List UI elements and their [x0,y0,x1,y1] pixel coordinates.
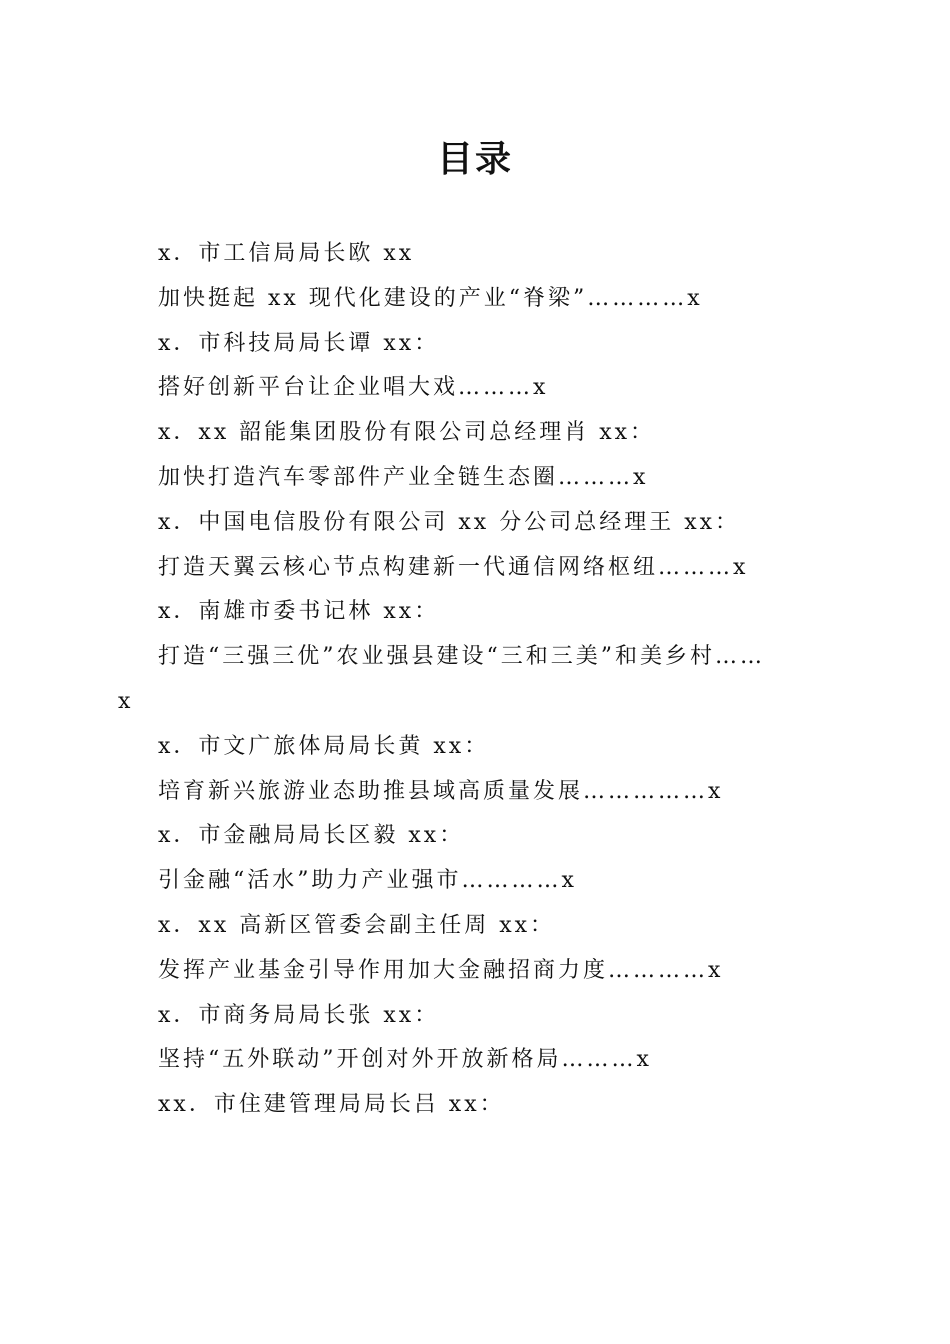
toc-entry-speaker: x．市商务局局长张 xx： [158,1002,440,1028]
toc-entry-topic[interactable]: 培育新兴旅游业态助推县域高质量发展……………x [158,778,724,804]
toc-entry-speaker: x．中国电信股份有限公司 xx 分公司总经理王 xx： [158,509,741,535]
toc-entry-speaker: x．xx 高新区管委会副主任周 xx： [158,912,556,938]
toc-entry-topic[interactable]: 引金融“活水”助力产业强市…………x [158,868,577,894]
toc-entry-topic[interactable]: 发挥产业基金引导作用加大金融招商力度…………x [158,957,724,983]
toc-entry-speaker: x．南雄市委书记林 xx： [158,599,440,625]
toc-entry-topic[interactable]: 搭好创新平台让企业唱大戏………x [158,375,549,401]
toc-entry-topic[interactable]: 打造天翼云核心节点构建新一代通信网络枢纽………x [158,554,749,580]
toc-entry-topic[interactable]: 加快打造汽车零部件产业全链生态圈………x [158,464,649,490]
toc-entry-topic[interactable]: 坚持“五外联动”开创对外开放新格局………x [158,1047,652,1073]
page-title: 目录 [436,138,513,180]
toc-entry-speaker: x．市文广旅体局局长黄 xx： [158,733,490,759]
toc-entry-page-number[interactable]: x [118,688,134,714]
toc-entry-topic[interactable]: 加快挺起 xx 现代化建设的产业“脊梁”…………x [158,285,703,311]
toc-entry-speaker: x．市科技局局长谭 xx： [158,330,440,356]
toc-entry-speaker: x．市工信局局长欧 xx [158,241,415,266]
toc-entry-speaker: x．xx 韶能集团股份有限公司总经理肖 xx： [158,420,656,446]
table-of-contents [118,232,858,1128]
toc-entry-speaker: x．市金融局局长区毅 xx： [158,823,465,849]
toc-entry-topic[interactable]: 打造“三强三优”农业强县建设“三和三美”和美乡村…… [158,644,765,670]
toc-entry-speaker: xx．市住建管理局局长吕 xx： [158,1092,505,1118]
